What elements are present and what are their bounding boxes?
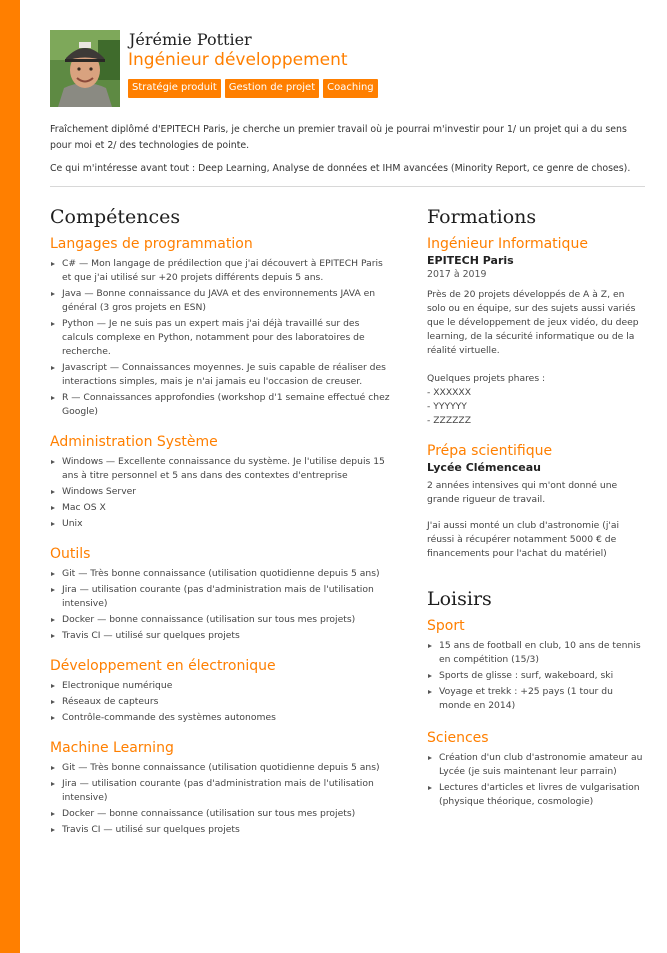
list-item: Jira — utilisation courante (pas d'administration mais de l'utilisation intensive): [50, 777, 390, 805]
group-title: Outils: [50, 546, 91, 562]
list-item: Création d'un club d'astronomie amateur au Lycée (je suis maintenant leur parrain): [427, 751, 645, 779]
list-item: 15 ans de football en club, 10 ans de tennis en compétition (15/3): [427, 639, 645, 667]
project-item: - YYYYYY: [427, 401, 467, 412]
skill-list: [50, 679, 390, 725]
list-item: Python — Je ne suis pas un expert mais j'ai déjà travaillé sur des calculs complexe en Python, notamment pour des laboratoires de recherche.: [50, 317, 390, 359]
list-item: Voyage et trekk : +25 pays (1 tour du monde en 2014): [427, 685, 645, 713]
group-title: Sport: [427, 618, 465, 634]
project-item: - ZZZZZZ: [427, 415, 471, 426]
resume-header: [50, 30, 645, 110]
avatar-photo: [50, 30, 120, 107]
avatar: [50, 30, 120, 107]
accent-sidebar-bar: [0, 0, 20, 953]
skill-list: [50, 257, 390, 419]
project-item: - XXXXXX: [427, 387, 471, 398]
candidate-name: Jérémie Pottier: [129, 30, 252, 49]
formation-date: 2017 à 2019: [427, 269, 487, 280]
skill-list: [50, 567, 390, 643]
list-item: Git — Très bonne connaissance (utilisation quotidienne depuis 5 ans): [50, 567, 390, 581]
formation-school: EPITECH Paris: [427, 254, 514, 267]
formation-title: Ingénieur Informatique: [427, 236, 588, 252]
skill-list: [50, 761, 390, 837]
skill-tags: [128, 79, 378, 98]
list-item: Mac OS X: [50, 501, 390, 515]
tag-strategie-produit: Stratégie produit: [128, 79, 221, 98]
list-item: Docker — bonne connaissance (utilisation sur tous mes projets): [50, 613, 390, 627]
projects-label: Quelques projets phares :: [427, 373, 546, 384]
tag-gestion-de-projet: Gestion de projet: [225, 79, 319, 98]
formation-school: Lycée Clémenceau: [427, 461, 541, 474]
hobby-list: [427, 751, 645, 809]
group-title: Administration Système: [50, 434, 218, 450]
list-item: Travis CI — utilisé sur quelques projets: [50, 629, 390, 643]
group-title: Développement en électronique: [50, 658, 276, 674]
group-title: Langages de programmation: [50, 236, 253, 252]
list-item: Sports de glisse : surf, wakeboard, ski: [427, 669, 645, 683]
formation-description: 2 années intensives qui m'ont donné une grande rigueur de travail.: [427, 480, 618, 505]
list-item: Windows Server: [50, 485, 390, 499]
formation-description: J'ai aussi monté un club d'astronomie (j'ai réussi à récupérer notamment 5000 € de financements pour l'achat du matériel): [427, 520, 620, 559]
list-item: Git — Très bonne connaissance (utilisation quotidienne depuis 5 ans): [50, 761, 390, 775]
list-item: Contrôle-commande des systèmes autonomes: [50, 711, 390, 725]
job-title: Ingénieur développement: [128, 50, 348, 70]
list-item: R — Connaissances approfondies (workshop d'1 semaine effectué chez Google): [50, 391, 390, 419]
intro-paragraph: Fraîchement diplômé d'EPITECH Paris, je cherche un premier travail où je pourrai m'investir pour 1/ un projet qui a du sens pour moi et 2/ des technologies de pointe.: [50, 124, 627, 151]
formation-description: Près de 20 projets développés de A à Z, en solo ou en équipe, sur des sujets aussi variés que le développement de jeux vidéo, du deep learning, de la sécurité informatique ou de la réalité virtuelle.: [427, 289, 639, 356]
section-title-formations: Formations: [427, 206, 537, 228]
group-title: Machine Learning: [50, 740, 174, 756]
intro-summary: [50, 122, 645, 177]
intro-paragraph: Ce qui m'intéresse avant tout : Deep Learning, Analyse de données et IHM avancées (Minority Report, ce genre de choses).: [50, 163, 631, 174]
list-item: C# — Mon langage de prédilection que j'ai découvert à EPITECH Paris et que j'ai utilisé sur +20 projets différents depuis 5 ans.: [50, 257, 390, 285]
divider: [50, 186, 645, 187]
competences-column: [50, 205, 390, 839]
section-title-competences: Compétences: [50, 206, 181, 228]
list-item: Réseaux de capteurs: [50, 695, 390, 709]
list-item: Javascript — Connaissances moyennes. Je suis capable de réaliser des interactions simples, mais je n'ai jamais eu l'occasion de creuser.: [50, 361, 390, 389]
list-item: Unix: [50, 517, 390, 531]
list-item: Lectures d'articles et livres de vulgarisation (physique théorique, cosmologie): [427, 781, 645, 809]
section-title-loisirs: Loisirs: [427, 588, 492, 610]
tag-coaching: Coaching: [323, 79, 378, 98]
list-item: Docker — bonne connaissance (utilisation sur tous mes projets): [50, 807, 390, 821]
group-title: Sciences: [427, 730, 489, 746]
formations-column: [427, 205, 645, 811]
list-item: Jira — utilisation courante (pas d'administration mais de l'utilisation intensive): [50, 583, 390, 611]
list-item: Windows — Excellente connaissance du système. Je l'utilise depuis 15 ans à titre personnel et 5 ans dans des contextes d'entreprise: [50, 455, 390, 483]
list-item: Java — Bonne connaissance du JAVA et des environnements JAVA en général (3 gros projets en ESN): [50, 287, 390, 315]
list-item: Travis CI — utilisé sur quelques projets: [50, 823, 390, 837]
hobby-list: [427, 639, 645, 713]
list-item: Electronique numérique: [50, 679, 390, 693]
formation-title: Prépa scientifique: [427, 443, 553, 459]
skill-list: [50, 455, 390, 531]
